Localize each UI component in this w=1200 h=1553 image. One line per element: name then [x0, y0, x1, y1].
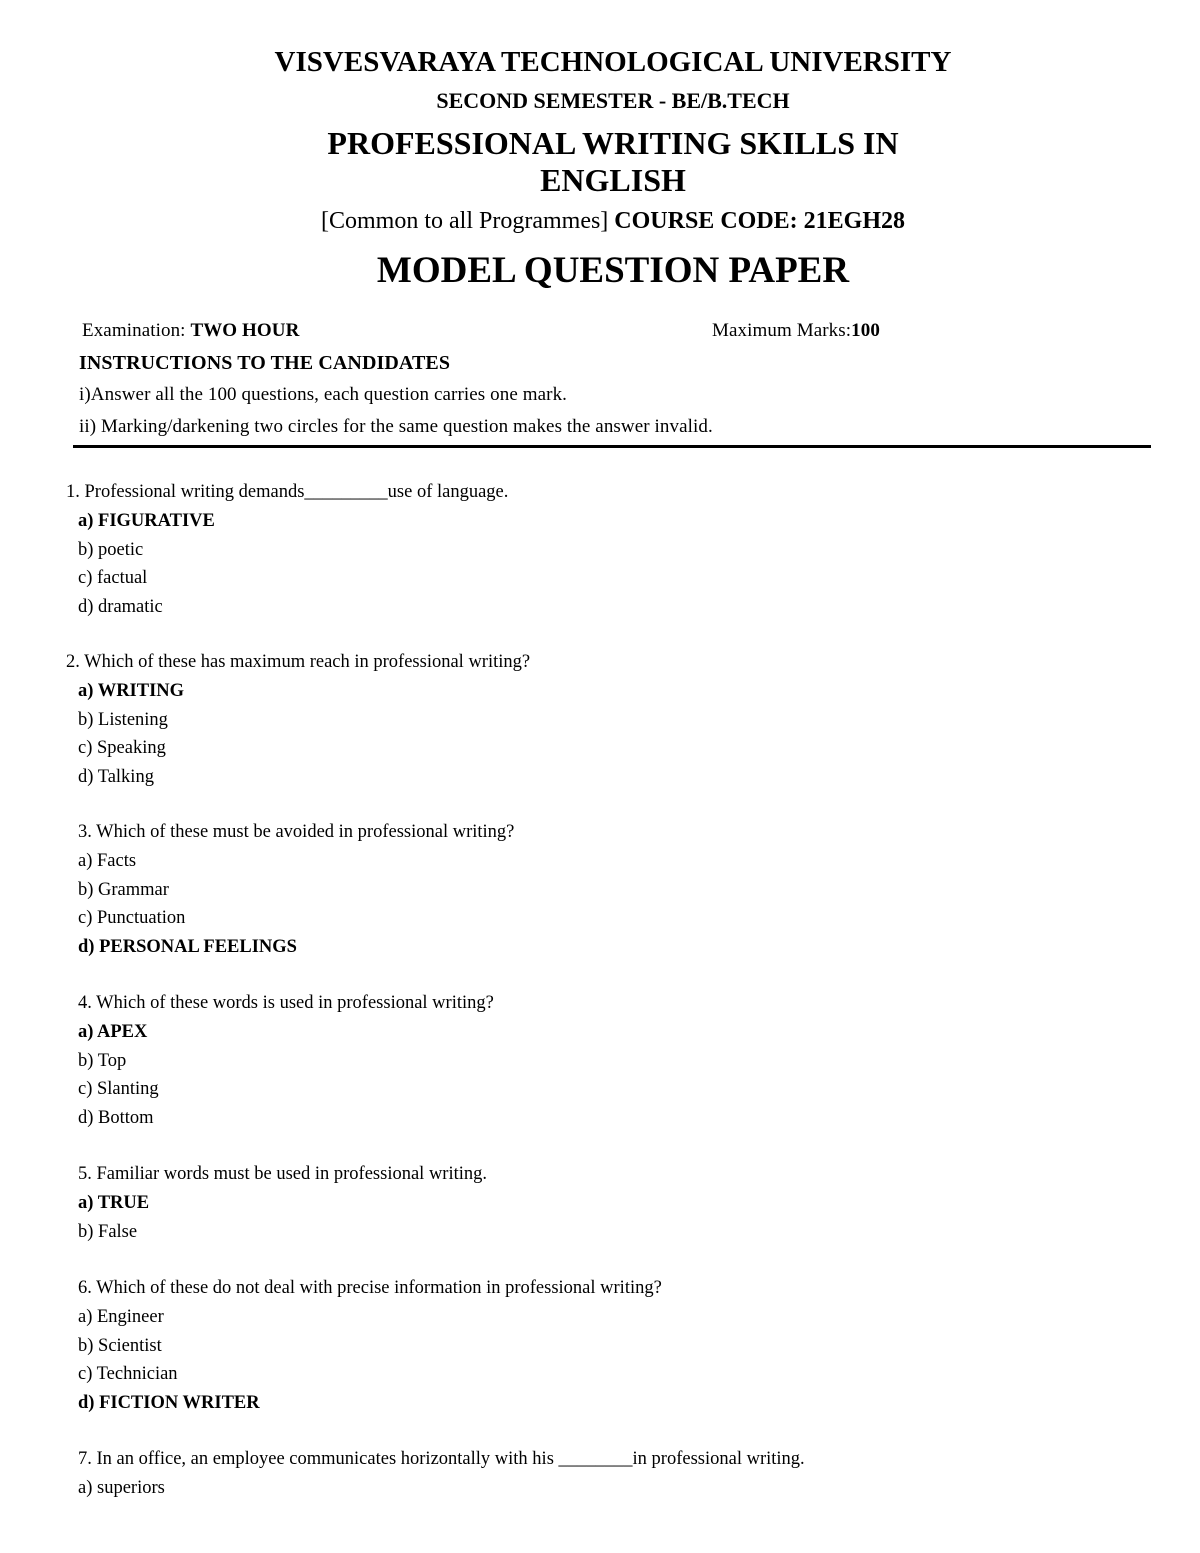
question-7 — [66, 1445, 805, 1503]
option-c[interactable]: c) factual — [78, 568, 148, 588]
option-c[interactable]: c) Speaking — [78, 738, 166, 758]
question-3 — [66, 818, 514, 961]
marks-value: 100 — [851, 320, 880, 341]
instructions-title: INSTRUCTIONS TO THE CANDIDATES — [79, 352, 451, 374]
option-c[interactable]: c) Technician — [78, 1364, 178, 1384]
option-a[interactable]: a) Facts — [78, 851, 137, 871]
header-divider — [73, 445, 1151, 448]
question-stem: 2. Which of these has maximum reach in professional writing? — [66, 652, 531, 672]
instruction-item: i)Answer all the 100 questions, each question carries one mark. — [79, 384, 568, 405]
option-b[interactable]: b) Top — [78, 1050, 127, 1071]
option-c[interactable]: c) Punctuation — [78, 908, 186, 928]
course-code-line — [0, 208, 1200, 235]
question-1 — [66, 478, 508, 621]
question-2 — [66, 648, 530, 791]
option-a[interactable]: a) Engineer — [78, 1307, 164, 1327]
option-d[interactable]: d) PERSONAL FEELINGS — [78, 936, 297, 957]
option-d[interactable]: d) FICTION WRITER — [78, 1392, 260, 1413]
marks-label: Maximum Marks: — [712, 320, 852, 341]
option-a[interactable]: a) WRITING — [78, 681, 185, 701]
semester-title: SECOND SEMESTER - BE/B.TECH — [436, 88, 790, 113]
course-title-line2: ENGLISH — [540, 162, 686, 198]
option-a[interactable]: a) FIGURATIVE — [78, 511, 215, 531]
duration-label: Examination: — [82, 320, 186, 341]
option-c[interactable]: c) Slanting — [78, 1079, 159, 1099]
question-stem: 3. Which of these must be avoided in professional writing? — [78, 822, 515, 842]
question-stem: 6. Which of these do not deal with precise information in professional writing? — [78, 1278, 662, 1298]
paper-title: MODEL QUESTION PAPER — [376, 250, 850, 291]
question-stem: 4. Which of these words is used in professional writing? — [78, 993, 494, 1013]
question-6 — [66, 1274, 662, 1417]
course-title — [0, 125, 1200, 199]
question-stem: 7. In an office, an employee communicates horizontally with his ________in professional writing. — [78, 1449, 805, 1469]
university-name: VISVESVARAYA TECHNOLOGICAL UNIVERSITY — [274, 46, 952, 78]
question-5 — [66, 1160, 487, 1246]
option-b[interactable]: b) Listening — [78, 709, 168, 730]
option-d[interactable]: d) dramatic — [78, 596, 163, 617]
common-note: [Common to all Programmes] — [321, 208, 609, 234]
option-b[interactable]: b) False — [78, 1221, 138, 1242]
option-a[interactable]: a) APEX — [78, 1022, 148, 1042]
question-stem: 5. Familiar words must be used in professional writing. — [78, 1164, 488, 1184]
max-marks — [712, 320, 880, 342]
option-d[interactable]: d) Bottom — [78, 1107, 154, 1128]
course-title-line1: PROFESSIONAL WRITING SKILLS IN — [327, 125, 899, 161]
exam-duration — [82, 320, 299, 342]
instruction-item: ii) Marking/darkening two circles for the same question makes the answer invalid. — [79, 416, 713, 437]
course-code: COURSE CODE: 21EGH28 — [614, 208, 905, 234]
question-4 — [66, 989, 494, 1132]
option-d[interactable]: d) Talking — [78, 766, 154, 787]
option-a[interactable]: a) TRUE — [78, 1193, 150, 1213]
duration-value: TWO HOUR — [190, 320, 300, 341]
question-stem: 1. Professional writing demands_________use of language. — [66, 482, 509, 502]
option-a[interactable]: a) superiors — [78, 1478, 165, 1498]
option-b[interactable]: b) Grammar — [78, 879, 169, 900]
option-b[interactable]: b) Scientist — [78, 1335, 162, 1356]
option-b[interactable]: b) poetic — [78, 539, 144, 560]
